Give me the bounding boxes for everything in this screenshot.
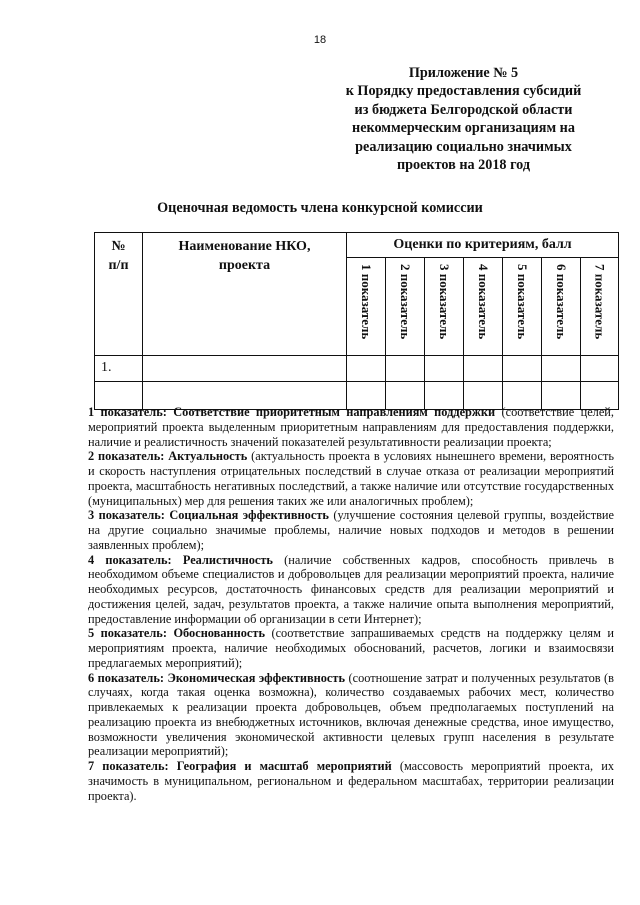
criterion-label: 4 показатель: [88, 552, 172, 567]
row-number: 1. [95, 355, 143, 381]
criterion-description: (массовость мероприятий проекта, их значимость в муниципальном, региональном и федеральном масштабах, территории реализации проекта). [88, 759, 615, 803]
criterion-column-label: 6 показатель [554, 264, 569, 340]
table-cell [347, 355, 386, 381]
criterion-paragraph [88, 405, 614, 449]
criterion-label: 3 показатель: [88, 508, 165, 523]
document-title: Оценочная ведомость члена конкурсной комиссии [157, 200, 483, 216]
criterion-name: Актуальность [168, 449, 248, 464]
criterion-column-label: 3 показатель [437, 264, 452, 340]
criterion-column-1 [347, 258, 386, 356]
appendix-line: некоммерческим организациям на [352, 120, 575, 137]
header-number-cell [95, 233, 143, 356]
table-cell [386, 355, 425, 381]
criterion-description: (соответствие целей, мероприятий проекта выделенным приоритетным направлениям для предоставления поддержки, наличие и реалистичность значений показателей результативности реализации проекта; [88, 405, 615, 449]
criterion-description: (улучшение состояния целевой группы, воздействие на другие социально значимые проблемы, наличие новых подходов и методов в решении заявленных проблем); [88, 508, 614, 552]
header-number-abbr: п/п [108, 258, 129, 273]
criterion-column-4 [464, 258, 503, 356]
table-row [95, 355, 619, 381]
criterion-name: Экономическая эффективность [167, 670, 345, 685]
criterion-label: 1 показатель: [88, 405, 167, 419]
header-name-line1: Наименование НКО, [178, 239, 311, 254]
header-name-cell [143, 233, 347, 356]
appendix-header [316, 64, 611, 174]
criterion-column-label: 7 показатель [592, 264, 608, 340]
criterion-name: Обоснованность [173, 626, 265, 641]
criterion-paragraph [88, 759, 614, 803]
criterion-column-label: 2 показатель [398, 264, 413, 340]
table-cell [581, 355, 619, 381]
criterion-label: 2 показатель: [88, 449, 165, 464]
criterion-paragraph [88, 553, 614, 627]
criterion-column-3 [425, 258, 464, 356]
criterion-name: Соответствие приоритетным направлениям поддержки [173, 405, 496, 419]
header-number-symbol: № [111, 239, 126, 254]
criterion-description: (соответствие запрашиваемых средств на поддержку целям и мероприятиям проекта, наличие необходимых обоснований, расчетов, логики и взаимосвязи предлагаемых мероприятий); [88, 626, 615, 670]
criterion-paragraph [88, 449, 614, 508]
criterion-column-label: 1 показатель [359, 264, 374, 340]
appendix-line: к Порядку предоставления субсидий [345, 83, 582, 100]
criterion-paragraph [88, 626, 614, 670]
page-number: 18 [313, 34, 327, 46]
table-cell [425, 355, 464, 381]
evaluation-table [94, 232, 619, 410]
table-cell [143, 355, 347, 381]
criterion-label: 6 показатель: [88, 670, 164, 685]
criterion-label: 7 показатель: [88, 759, 169, 773]
appendix-line: из бюджета Белгородской области [354, 101, 573, 118]
criterion-column-7 [581, 258, 619, 356]
criterion-column-label: 4 показатель [476, 264, 491, 340]
criterion-column-2 [386, 258, 425, 356]
appendix-line: реализацию социально значимых [355, 138, 572, 155]
appendix-line: проектов на 2018 год [396, 157, 531, 174]
criteria-descriptions [88, 405, 614, 803]
criterion-paragraph [88, 671, 614, 760]
appendix-line: Приложение № 5 [408, 65, 519, 81]
criterion-description: (наличие собственных кадров, способность привлечь в необходимом объеме специалистов и добровольцев для реализации мероприятий проекта, наличие необходимых ресурсов, достаточность финансовых средств для реализации мероприятий и достижения целей, задач, результатов проекта, а также наличие опыта выполнения мероприятий, предоставление информации об организации в сети Интернет); [88, 552, 614, 626]
criterion-column-label: 5 показатель [515, 264, 530, 340]
header-scores: Оценки по критериям, балл [347, 233, 619, 258]
criterion-label: 5 показатель: [88, 626, 167, 641]
criterion-name: География и масштаб мероприятий [176, 759, 392, 773]
table-cell [464, 355, 503, 381]
table-cell [503, 355, 542, 381]
criterion-column-6 [542, 258, 581, 356]
criterion-paragraph [88, 508, 614, 552]
criterion-name: Реалистичность [182, 552, 273, 567]
header-name-line2: проекта [218, 258, 271, 273]
table-cell [542, 355, 581, 381]
criterion-description: (актуальность проекта в условиях нынешнего времени, вероятность и скорость наступления отрицательных последствий в случае отказа от реализации мероприятий проекта, масштабность негативных последствий, а также наличие или отсутствие государственных (муниципальных) мер для решения таких же или аналогичных проблем); [88, 449, 615, 508]
criterion-name: Социальная эффективность [169, 508, 329, 523]
criterion-column-5 [503, 258, 542, 356]
criterion-description: (соотношение затрат и полученных результатов (в случаях, когда такая оценка возможна), количество создаваемых рабочих мест, количество привлекаемых к реализации проекта добровольцев, объем предполагаемых поступлений на реализацию проекта из внебюджетных источников, включая денежные средства, иное имущество, возможности увеличения экономической активности целевых групп населения в результате реализации мероприятий); [88, 670, 615, 759]
